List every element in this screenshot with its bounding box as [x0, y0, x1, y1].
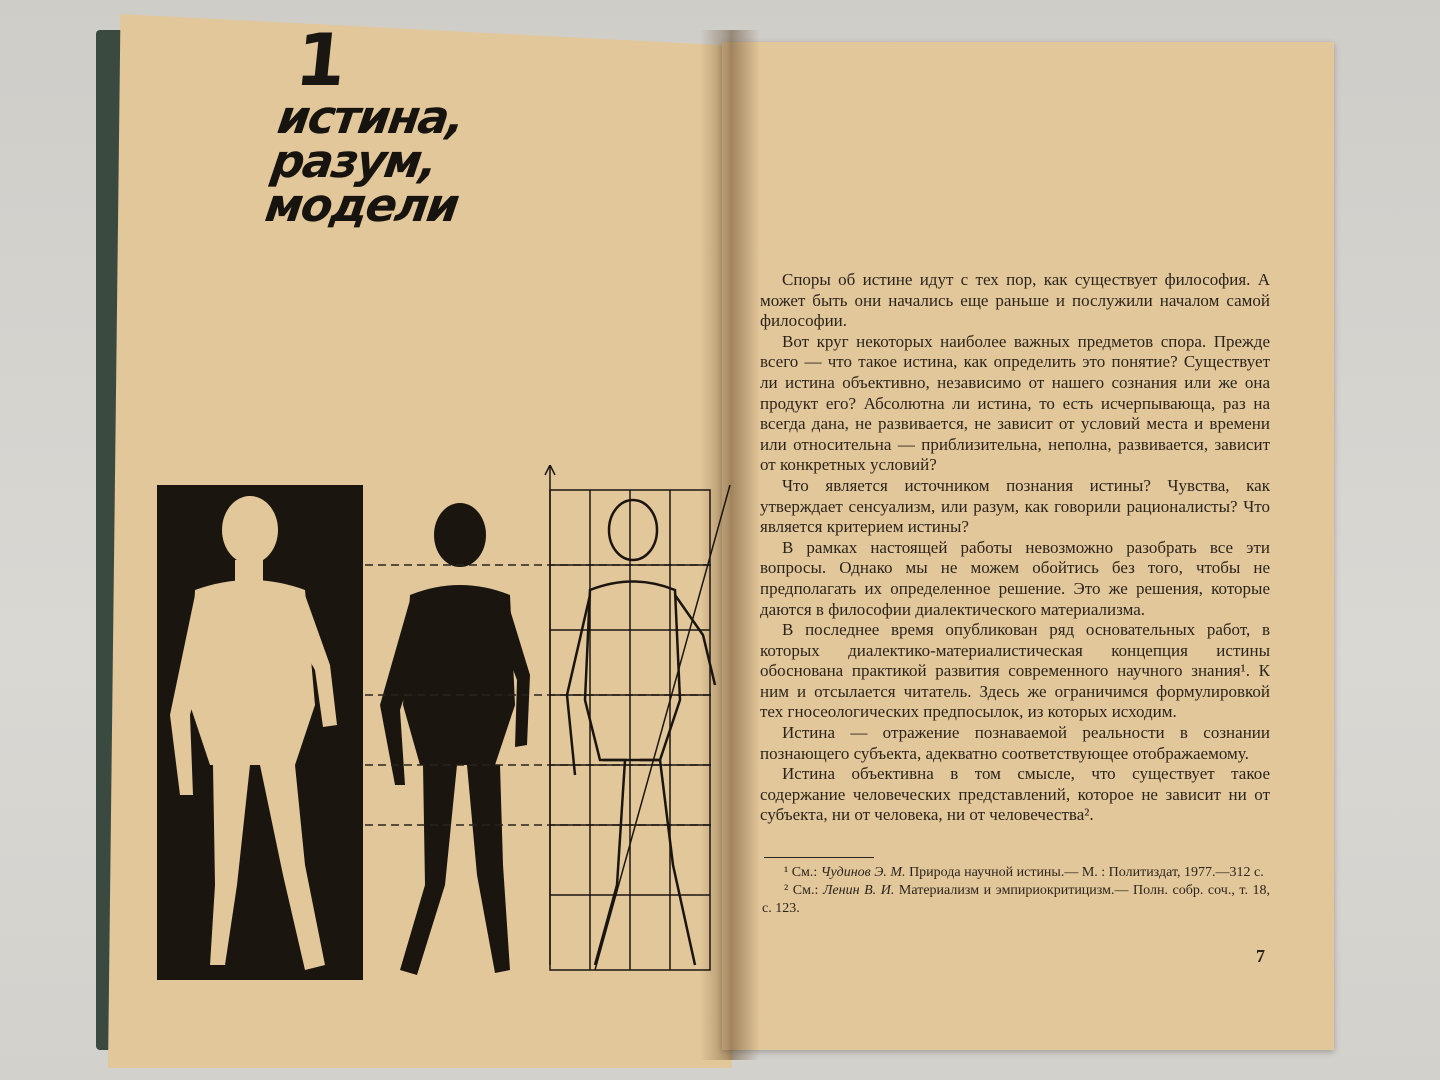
footnote-text: Материализм и эмпириокритицизм.— Полн. собр. соч., т. 18, с. 123.: [762, 883, 1271, 916]
paragraph: В последнее время опубликован ряд основательных работ, в которых диалектико-материалистическая концепция истины обоснована практикой развития современного научного знания¹. К ним и отсылается читатель. Здесь же ограничимся формулировкой тех гносеологических предпосылок, из которых исходим.: [760, 620, 1270, 722]
chapter-title-line: истина,: [274, 90, 467, 144]
paragraph: Вот круг некоторых наиболее важных предметов спора. Прежде всего — что такое истина, как определить это понятие? Существует ли истина объективно, независимо от нашего сознания или же она продукт его? Абсолютна ли истина, то есть исчерпывающа, раз на всегда дана, не развивается, не зависит от условий места и времени или относительна — приблизительна, неполна, развивается, зависит от конкретных условий?: [760, 331, 1270, 475]
footnote-author: Ленин В. И.: [822, 883, 895, 898]
measurement-grid: [545, 465, 730, 970]
chapter-title: [262, 90, 492, 232]
footnote: [762, 864, 1270, 882]
footnote-marker: ¹: [784, 865, 789, 880]
page-number: 7: [1256, 946, 1265, 966]
statue-proportion-illustration: [155, 465, 735, 985]
chapter-number: 1: [291, 18, 351, 102]
footnote-text: Природа научной истины.— М. : Политиздат, 1977.—312 с.: [909, 865, 1264, 880]
chapter-title-line: разум,: [268, 134, 440, 188]
paragraph: Истина — отражение познаваемой реальности в сознании познающего субъекта, адекватно соответствующее отображаемому.: [760, 723, 1270, 763]
chapter-title-line: модели: [262, 178, 462, 232]
footnote-author: Чудинов Э. М.: [820, 865, 906, 880]
paragraph: Споры об истине идут с тех пор, как существует философия. А может быть они начались еще раньше и послужили началом самой философии.: [760, 270, 1270, 331]
footnote-prefix: См.:: [792, 883, 819, 898]
footnote-prefix: См.:: [791, 865, 818, 880]
footnote-divider: [764, 857, 874, 858]
footnote-marker: ²: [784, 883, 789, 898]
body-text: [760, 270, 1270, 826]
statue-figure-dark: [380, 503, 530, 975]
paragraph: Что является источником познания истины? Чувства, как утверждает сенсуализм, или разум, как говорили рационалисты? Что является критерием истины?: [760, 475, 1270, 537]
paragraph: В рамках настоящей работы невозможно разобрать все эти вопросы. Однако мы не можем обойтись без того, чтобы не предполагать их определенное решение. Это же решения, которые даются в философии диалектического материализма.: [760, 537, 1270, 619]
footnotes: [762, 864, 1270, 918]
paragraph: Истина объективна в том смысле, что существует такое содержание человеческих представлений, которое не зависит ни от субъекта, ни от человека, ни от человечества².: [760, 764, 1270, 825]
footnote: [762, 882, 1270, 918]
